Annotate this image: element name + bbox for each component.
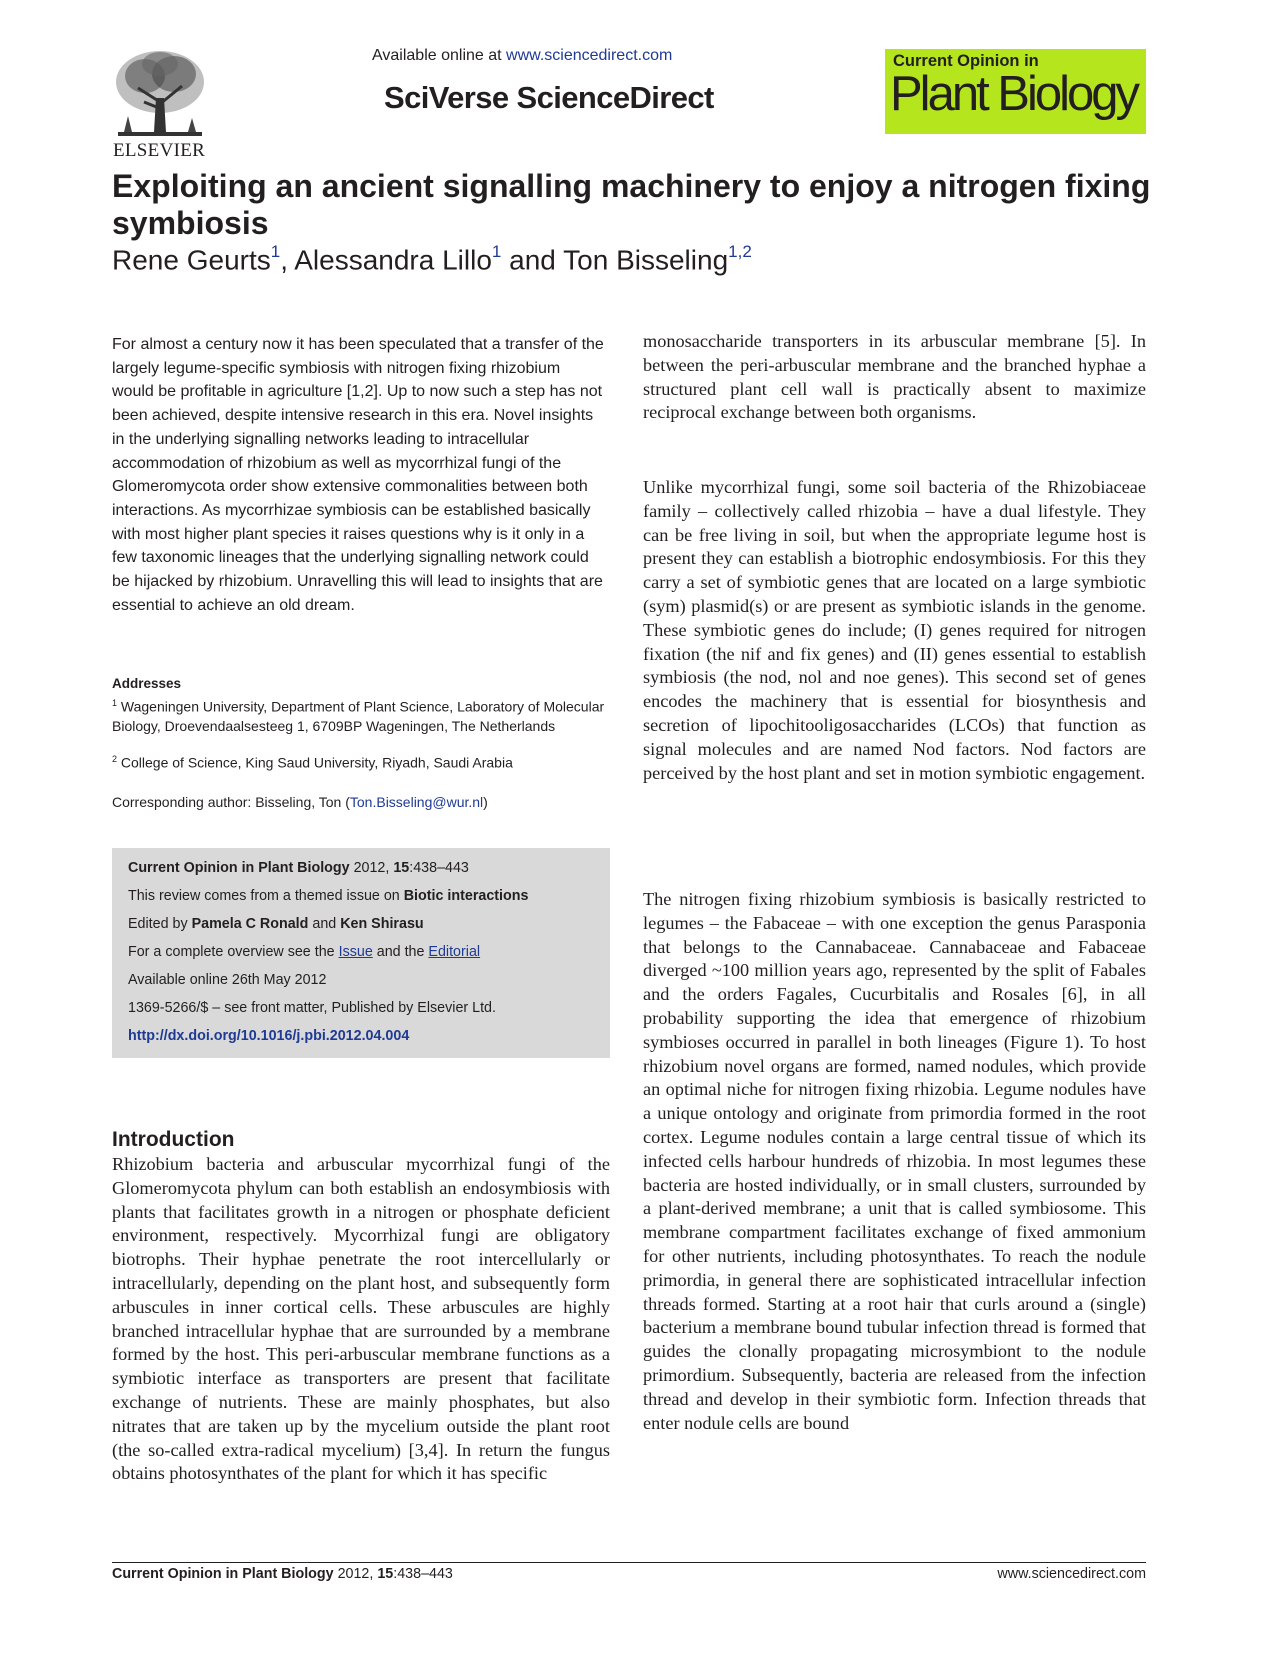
elsevier-tree-logo [110,46,210,154]
introduction-heading: Introduction [112,1128,235,1151]
address-number: 2 [112,754,118,764]
info-citation [128,860,469,876]
info-journal: Current Opinion in Plant Biology [128,860,350,876]
info-doi [128,1028,409,1044]
introduction-paragraph: Rhizobium bacteria and arbuscular mycorrhizal fungi of the Glomeromycota phylum can both establish an endosymbiosis with plants that facilitates growth in a nitrogen or phosphate deficient environment, respectively. Mycorrhizal fungi are obligatory biotrophs. Their hyphae penetrate the root intercellularly or intracellularly, depending on the plant host, and subsequently form arbuscules in inner cortical cells. These arbuscules are highly branched intracellular hyphae that are surrounded by a membrane formed by the host. This peri-arbuscular membrane functions as a symbiotic interface as transporters are present that facilitate exchange of nutrients. These are mainly phosphates, but also nitrates that are taken up by the mycelium outside the plant root (the so-called extra-radical mycelium) [3,4]. In return the fungus obtains photosynthates of the plant for which it has specific [112,1154,610,1484]
author-affiliation-ref[interactable]: 1 [270,242,281,261]
available-online-line [372,47,672,65]
platform-name: SciVerse ScienceDirect [384,80,714,115]
publisher-name: ELSEVIER [113,140,206,161]
journal-logo-box [885,49,1146,134]
info-overview [128,944,480,960]
abstract: For almost a century now it has been speculated that a transfer of the largely legume-specific symbiosis with nitrogen fixing rhizobium would be profitable in agriculture [1,2]. Up to now such a step has not been achieved, despite intensive research in this era. Novel insights in the underlying signalling networks leading to intracellular accommodation of rhizobium as well as mycorrhizal fungi of the Glomeromycota order show extensive commonalities between both interactions. As mycorrhizae symbiosis can be established basically with most higher plant species it raises questions why is it only in a few taxonomic lineages that the underlying signalling network could be hijacked by rhizobium. Unravelling this will lead to insights that are essential to achieve an old dream. [112,336,604,614]
info-issn: 1369-5266/$ – see front matter, Published by Elsevier Ltd. [128,1000,496,1016]
corresponding-email-link[interactable]: Ton.Bisseling@wur.nl [349,794,484,810]
author-separator: and [501,244,564,276]
author-name: Rene Geurts [112,244,271,276]
footer-year: 2012, [333,1566,378,1582]
address-2 [112,750,608,773]
author-name: Alessandra Lillo [294,244,492,276]
info-year: 2012, [349,860,394,876]
article-info-box [112,848,610,1058]
info-theme-label: This review comes from a themed issue on [128,888,404,904]
info-pages: :438–443 [409,860,469,876]
info-editor: Ken Shirasu [340,916,424,932]
issue-link[interactable]: Issue [338,944,373,960]
info-online-date: Available online 26th May 2012 [128,972,327,988]
addresses-heading: Addresses [112,676,182,691]
footer-journal: Current Opinion in Plant Biology [112,1566,334,1582]
editorial-link[interactable]: Editorial [428,944,481,960]
info-theme-value: Biotic interactions [403,888,529,904]
author-affiliation-ref[interactable]: 1,2 [728,242,752,261]
journal-logo-small: Current Opinion in [893,52,1039,70]
info-theme [128,888,528,904]
info-overview-and: and the [372,944,429,960]
article-title: Exploiting an ancient signalling machinery to enjoy a nitrogen fixing symbiosis [112,168,1151,241]
info-editors-label: Edited by [128,916,192,932]
footer-divider [112,1562,1146,1563]
footer-citation [112,1566,453,1582]
author-list [112,244,752,276]
body-paragraph-2: Unlike mycorrhizal fungi, some soil bacteria of the Rhizobiaceae family – collectively called rhizobia – have a dual lifestyle. They can be free living in soil, but when the appropriate legume host is present they can establish a biotrophic endosymbiosis. For this they carry a set of symbiotic genes that are located on a large symbiotic (sym) plasmid(s) or are present as symbiotic islands in the genome. These symbiotic genes do include; (I) genes required for nitrogen fixation (the nif and fix genes) and (II) genes essential to establish symbiosis (the nod, nol and noe genes). This second set of genes encodes the machinery that is essential for biosynthesis and secretion of lipochitooligosaccharides (LCOs) that function as signal molecules and are named Nod factors. Nod factors are perceived by the host plant and set in motion symbiotic engagement. [643,477,1146,783]
info-editors [128,916,424,932]
address-text: College of Science, King Saud University, Riyadh, Saudi Arabia [120,754,513,771]
info-editors-and: and [308,916,341,932]
author-affiliation-ref[interactable]: 1 [491,242,502,261]
footer-url[interactable]: www.sciencedirect.com [997,1566,1146,1582]
info-volume: 15 [393,860,410,876]
sciencedirect-link[interactable]: www.sciencedirect.com [506,47,673,64]
body-paragraph-1: monosaccharide transporters in its arbuscular membrane [5]. In between the peri-arbuscular membrane and the branched hyphae a structured plant cell wall is practically absent to maximize reciprocal exchange between both organisms. [643,331,1146,423]
address-number: 1 [112,698,118,708]
info-editor: Pamela C Ronald [191,916,309,932]
corresponding-suffix: ) [483,794,488,810]
address-text: Wageningen University, Department of Plant Science, Laboratory of Molecular Biology, Droevendaalsesteeg 1, 6709BP Wageningen, The Netherlands [112,698,605,735]
elsevier-tree-icon [110,46,210,142]
footer-pages: :438–443 [393,1566,453,1582]
doi-link[interactable]: http://dx.doi.org/10.1016/j.pbi.2012.04.004 [128,1028,410,1044]
available-online-label: Available online at [372,47,507,64]
footer-volume: 15 [377,1566,394,1582]
journal-logo-big: Plant Biology [890,67,1138,121]
info-overview-label: For a complete overview see the [128,944,339,960]
author-separator: , [280,244,295,276]
author-name: Ton Bisseling [563,244,729,276]
corresponding-label: Corresponding author: Bisseling, Ton ( [112,794,350,810]
corresponding-author [112,794,488,810]
body-paragraph-3: The nitrogen fixing rhizobium symbiosis is basically restricted to legumes – the Fabaceae – with one exception the genus Parasponia that belongs to the Cannabaceae. Cannabaceae and Fabaceae diverged ~100 million years ago, represented by the split of Fabales and the orders Fagales, Cucurbitalis and Rosales [6], in all probability supporting the idea that emergence of rhizobium symbioses occurred in parallel in both lineages (Figure 1). To host rhizobium novel organs are formed, named nodules, which provide an optimal niche for nitrogen fixing rhizobia. Legume nodules have a unique ontology and originate from primordia formed in the root cortex. Legume nodules contain a large central tissue of which its infected cells harbour hundreds of rhizobia. In most legumes these bacteria are hosted individually, or in small clusters, surrounded by a plant-derived membrane; a unit that is called symbiosome. This membrane compartment facilitates exchange of fixed ammonium for other nutrients, including photosynthates. To reach the nodule primordia, in general there are sophisticated intracellular infection threads formed. Starting at a root hair that curls around a (single) bacterium a membrane bound tubular infection thread is formed that guides the clonally propagating microsymbiont to the nodule primordium. Subsequently, bacteria are released from the infection thread and develop in their symbiotic form. Infection threads that enter nodule cells are bound [643,889,1146,1433]
address-1 [112,694,608,737]
